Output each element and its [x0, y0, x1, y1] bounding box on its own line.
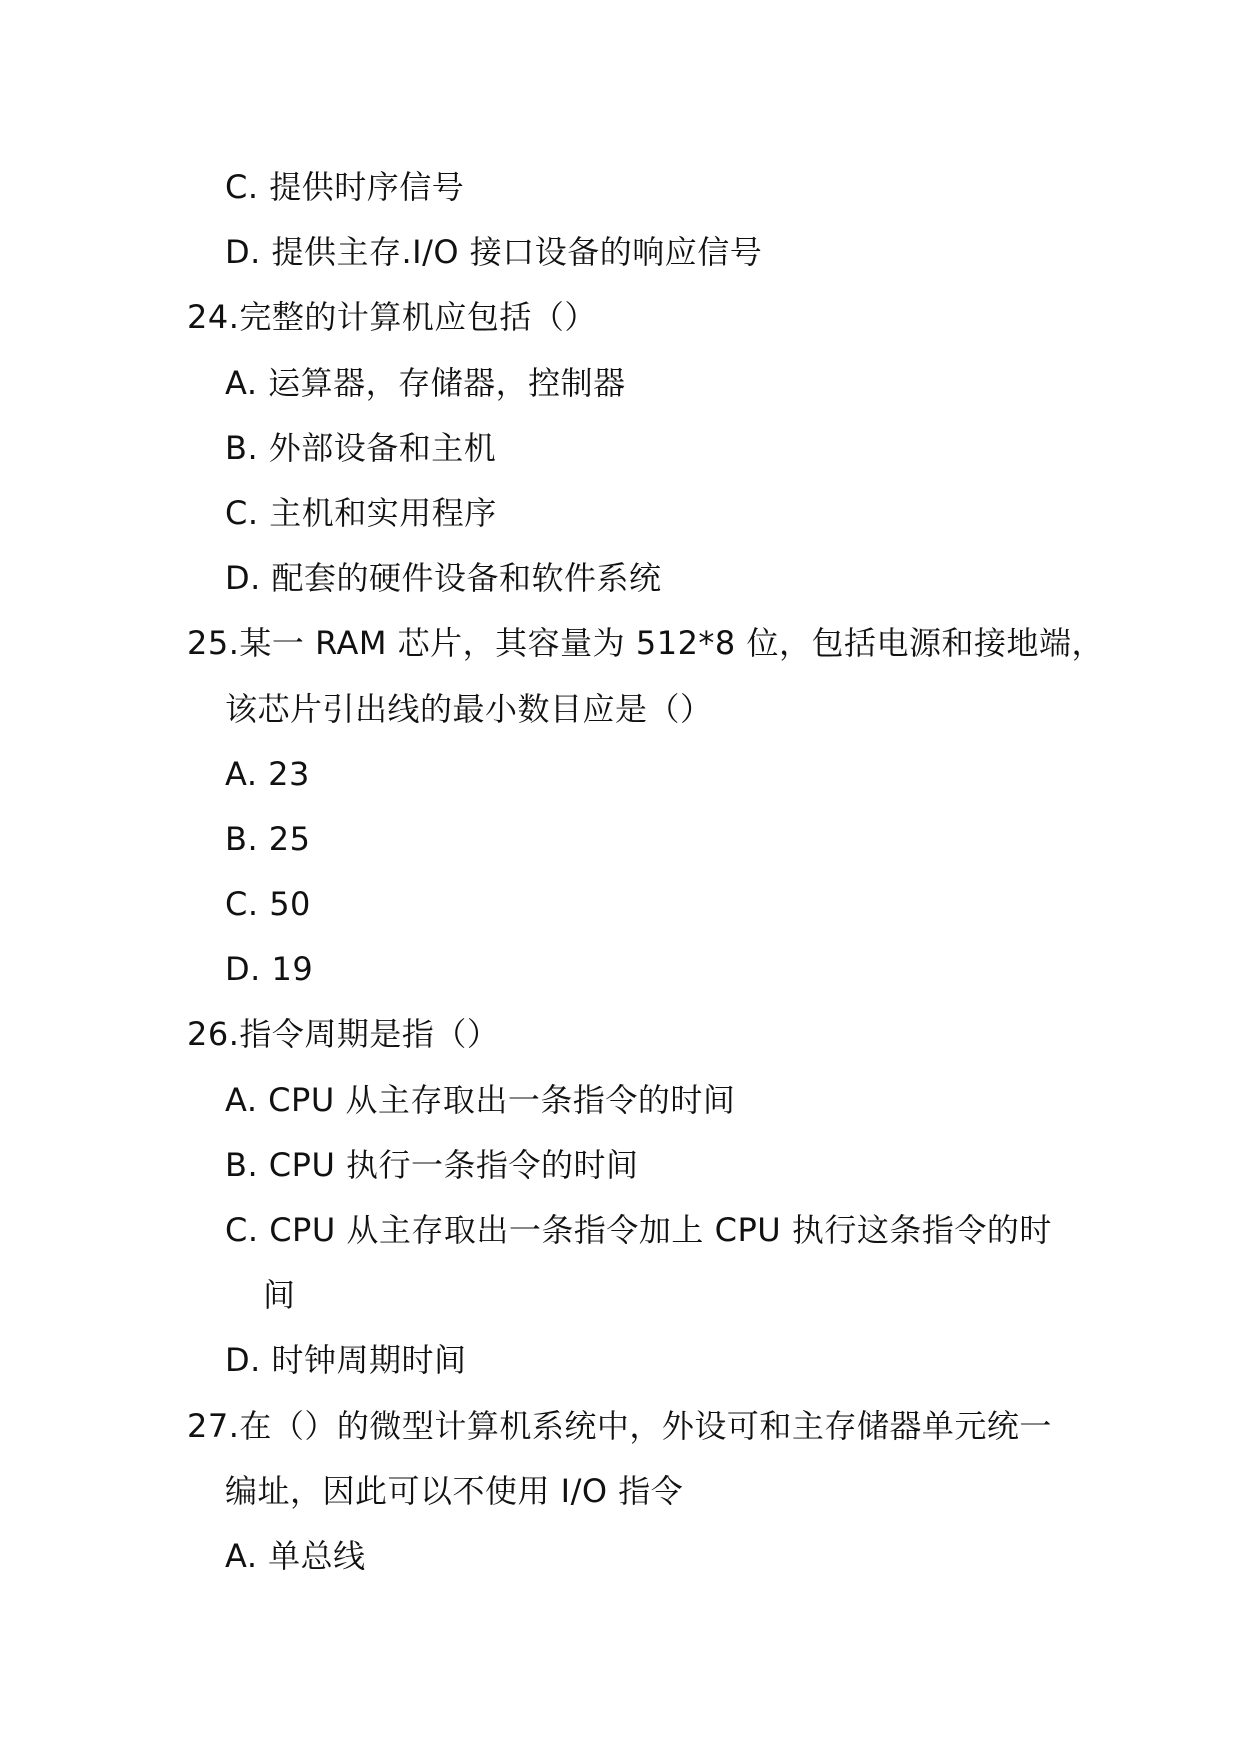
question-26-stem — [0, 1002, 1241, 1067]
question-number: 27. — [187, 1406, 240, 1445]
option-text: 外部设备和主机 — [268, 428, 497, 467]
question-text: 在（）的微型计算机系统中，外设可和主存储器单元统一 — [239, 1406, 1052, 1445]
option-24-d — [0, 546, 1241, 611]
option-24-b — [0, 416, 1241, 481]
option-text: 19 — [271, 950, 314, 989]
option-letter: B. — [225, 1145, 259, 1184]
question-number: 24. — [187, 298, 240, 337]
option-26-a — [0, 1068, 1241, 1133]
option-text: 50 — [269, 885, 311, 924]
option-24-a — [0, 351, 1241, 416]
question-27-stem-continued — [0, 1459, 1241, 1524]
option-letter: A. — [225, 754, 258, 793]
option-23-d — [0, 220, 1241, 285]
option-letter: C. — [225, 168, 259, 206]
option-text-continued: 间 — [263, 1276, 296, 1315]
option-letter: C. — [225, 493, 259, 532]
option-letter: D. — [225, 950, 261, 989]
question-text: 完整的计算机应包括（） — [239, 298, 597, 337]
option-text: CPU 从主存取出一条指令加上 CPU 执行这条指令的时 — [269, 1211, 1052, 1249]
option-text: 运算器，存储器，控制器 — [268, 363, 626, 402]
option-25-d — [0, 937, 1241, 1002]
option-text: 25 — [268, 819, 311, 858]
question-25-stem-continued — [0, 677, 1241, 742]
option-letter: A. — [225, 363, 258, 402]
question-25-stem — [0, 611, 1241, 676]
option-26-d — [0, 1328, 1241, 1393]
option-26-c — [0, 1198, 1241, 1263]
option-letter: B. — [225, 428, 259, 467]
option-25-b — [0, 807, 1241, 872]
question-text-continued: 编址，因此可以不使用 I/O 指令 — [225, 1471, 684, 1510]
option-27-a — [0, 1524, 1241, 1589]
option-letter: A. — [225, 1536, 258, 1575]
option-text: 提供时序信号 — [269, 168, 465, 206]
option-23-c — [0, 155, 1241, 220]
option-letter: B. — [225, 819, 259, 858]
option-letter: C. — [225, 1211, 259, 1249]
option-text: 配套的硬件设备和软件系统 — [271, 559, 662, 598]
question-text: 指令周期是指（） — [239, 1015, 500, 1054]
option-letter: D. — [225, 559, 261, 598]
option-25-a — [0, 742, 1241, 807]
option-text: CPU 从主存取出一条指令的时间 — [268, 1080, 736, 1119]
question-text: 某一 RAM 芯片，其容量为 512*8 位，包括电源和接地端， — [239, 624, 1104, 663]
option-letter: C. — [225, 885, 259, 924]
option-26-c-continued — [0, 1263, 1241, 1328]
option-25-c — [0, 872, 1241, 937]
option-text: 23 — [268, 754, 310, 793]
option-letter: D. — [225, 1341, 261, 1380]
question-number: 26. — [187, 1015, 240, 1054]
question-list — [0, 155, 1241, 1589]
option-24-c — [0, 481, 1241, 546]
question-number: 25. — [187, 624, 240, 663]
option-text: 主机和实用程序 — [269, 493, 497, 532]
option-text: 时钟周期时间 — [271, 1341, 467, 1380]
question-text-continued: 该芯片引出线的最小数目应是（） — [225, 689, 713, 728]
option-letter: D. — [225, 233, 261, 272]
option-text: CPU 执行一条指令的时间 — [268, 1145, 639, 1184]
option-text: 提供主存.I/O 接口设备的响应信号 — [271, 233, 763, 272]
question-24-stem — [0, 285, 1241, 350]
question-27-stem — [0, 1394, 1241, 1459]
option-26-b — [0, 1133, 1241, 1198]
option-letter: A. — [225, 1080, 258, 1119]
option-text: 单总线 — [268, 1536, 366, 1575]
